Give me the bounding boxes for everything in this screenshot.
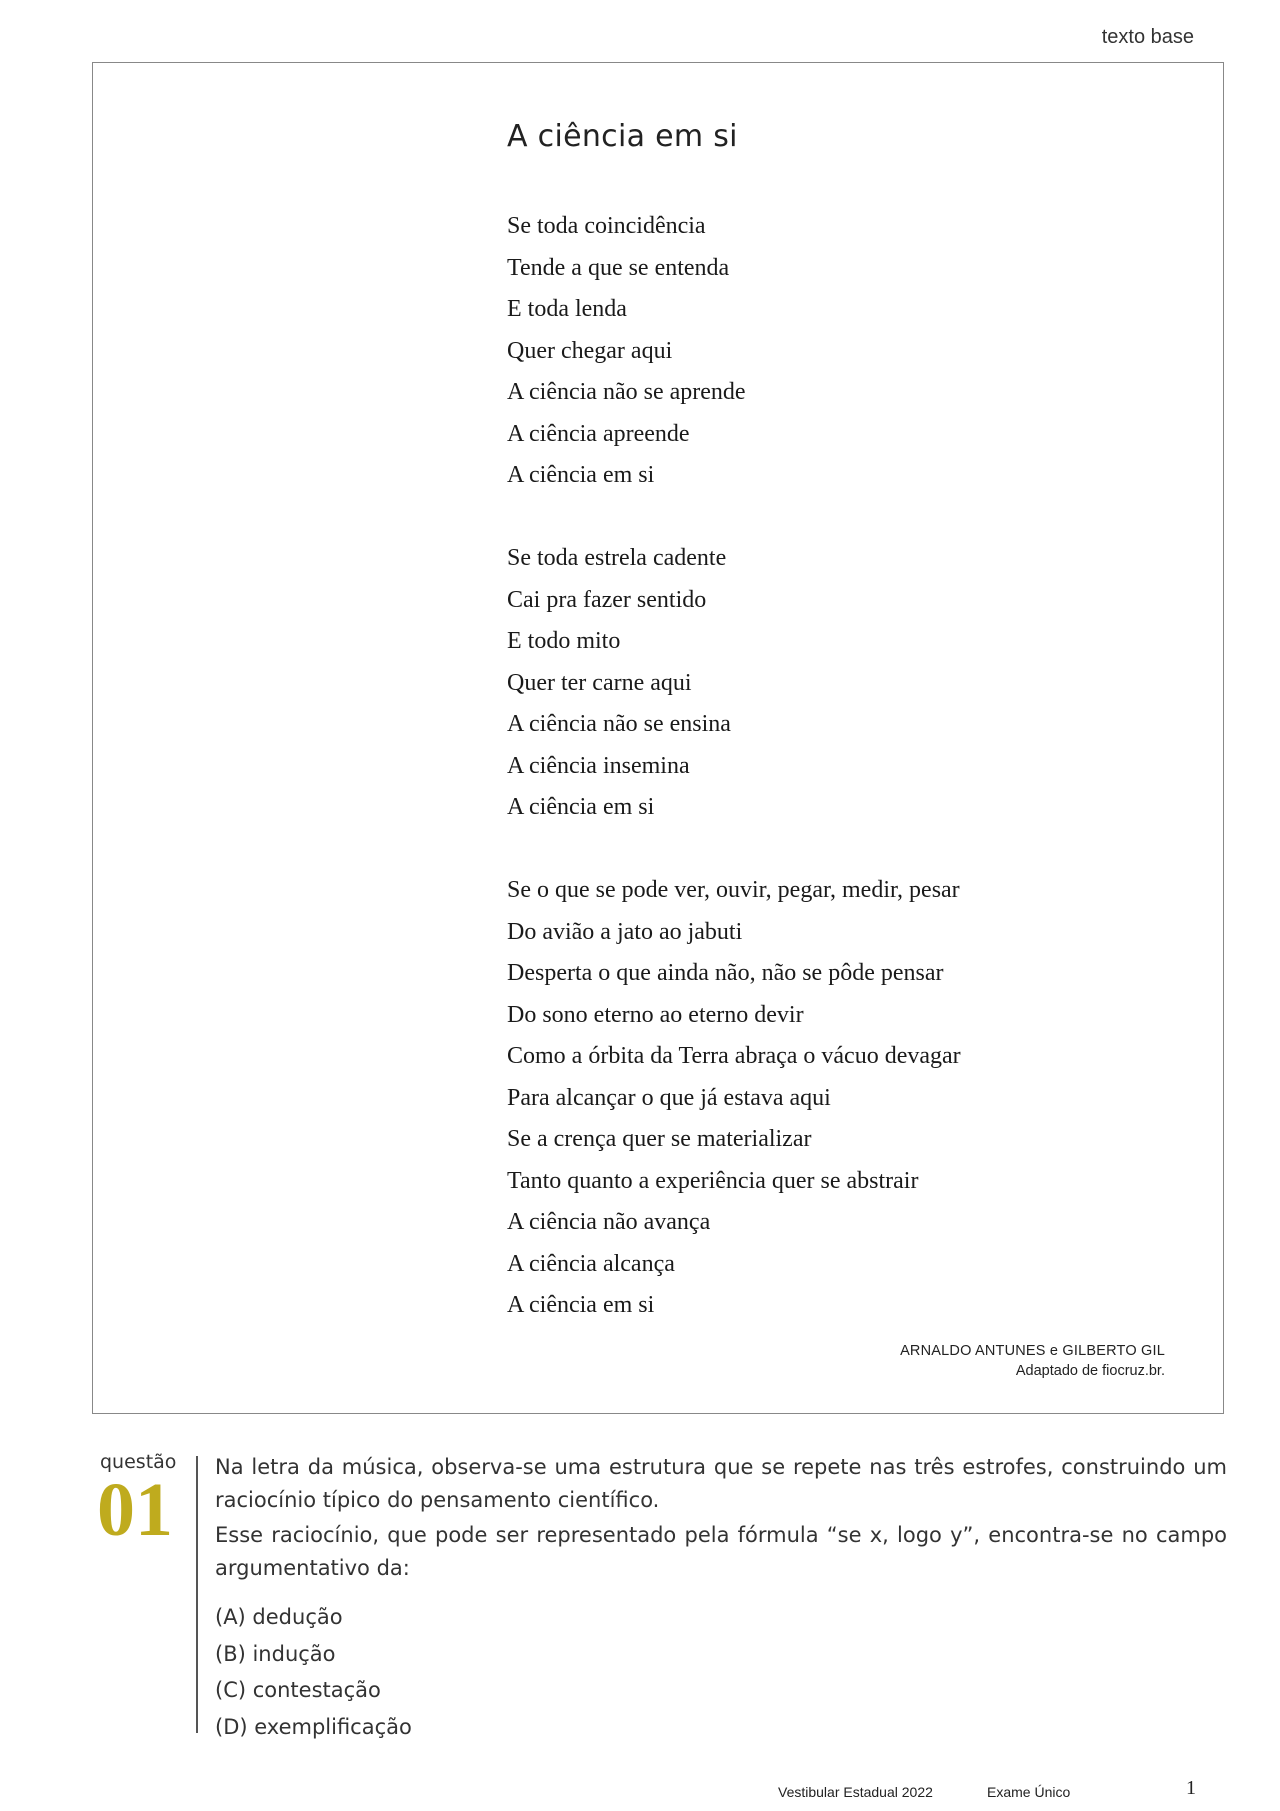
verse: Desperta o que ainda não, não se pôde pensar — [507, 960, 944, 986]
verse: A ciência em si — [507, 462, 655, 488]
poem-title: A ciência em si — [507, 119, 738, 154]
verse: Como a órbita da Terra abraça o vácuo devagar — [507, 1043, 961, 1069]
verse: A ciência alcança — [507, 1250, 675, 1277]
footer-exam-name: Vestibular Estadual 2022 — [778, 1784, 933, 1800]
verse: A ciência não se aprende — [507, 379, 746, 405]
stanza-3 — [507, 870, 961, 1327]
verse: Cai pra fazer sentido — [507, 586, 707, 613]
option-a[interactable]: (A) dedução — [215, 1605, 343, 1629]
verse: Para alcançar o que já estava aqui — [507, 1084, 831, 1111]
verse: E toda lenda — [507, 296, 627, 322]
question-label: questão — [100, 1451, 177, 1473]
verse: E todo mito — [507, 628, 621, 654]
verse: Tende a que se entenda — [507, 254, 730, 281]
stanza-2 — [507, 538, 961, 829]
option-b[interactable]: (B) indução — [215, 1641, 336, 1666]
verse: Se a crença quer se materializar — [507, 1126, 812, 1152]
verse: A ciência não se ensina — [507, 711, 731, 737]
page-number: 1 — [1186, 1777, 1196, 1799]
poem-authors: ARNALDO ANTUNES e GILBERTO GIL — [900, 1343, 1165, 1359]
verse: A ciência em si — [507, 1292, 655, 1318]
verse: Tanto quanto a experiência quer se abstrair — [507, 1167, 919, 1194]
poem — [507, 206, 961, 1327]
verse: Do avião a jato ao jabuti — [507, 918, 743, 945]
option-d[interactable]: (D) exemplificação — [215, 1714, 412, 1739]
verse: Se toda coincidência — [507, 213, 706, 239]
option-c[interactable]: (C) contestação — [215, 1678, 381, 1702]
question-prompt: Esse raciocínio, que pode ser representado pela fórmula “se x, logo y”, encontra-se no campo argumentativo da: — [215, 1523, 1227, 1580]
stanza-1 — [507, 206, 961, 497]
answer-options — [215, 1599, 1227, 1745]
verse: A ciência apreende — [507, 420, 690, 447]
verse: Quer chegar aqui — [507, 337, 673, 364]
poem-source: Adaptado de fiocruz.br. — [1015, 1363, 1165, 1379]
section-label: texto base — [1101, 26, 1194, 48]
question-number: 01 — [97, 1468, 173, 1552]
base-text-box — [92, 62, 1224, 1414]
question-body — [215, 1451, 1227, 1745]
verse: A ciência em si — [507, 794, 655, 820]
verse: A ciência não avança — [507, 1209, 711, 1235]
verse: Se toda estrela cadente — [507, 545, 727, 571]
verse: Do sono eterno ao eterno devir — [507, 1001, 804, 1028]
verse: A ciência insemina — [507, 752, 690, 779]
verse: Quer ter carne aqui — [507, 669, 692, 696]
question-divider — [196, 1456, 198, 1733]
verse: Se o que se pode ver, ouvir, pegar, medir, pesar — [507, 877, 960, 903]
footer-exam-type: Exame Único — [987, 1784, 1071, 1800]
poem-credits — [900, 1341, 1165, 1381]
question-statement: Na letra da música, observa-se uma estrutura que se repete nas três estrofes, construindo um raciocínio típico do pensamento científico. — [215, 1455, 1227, 1512]
